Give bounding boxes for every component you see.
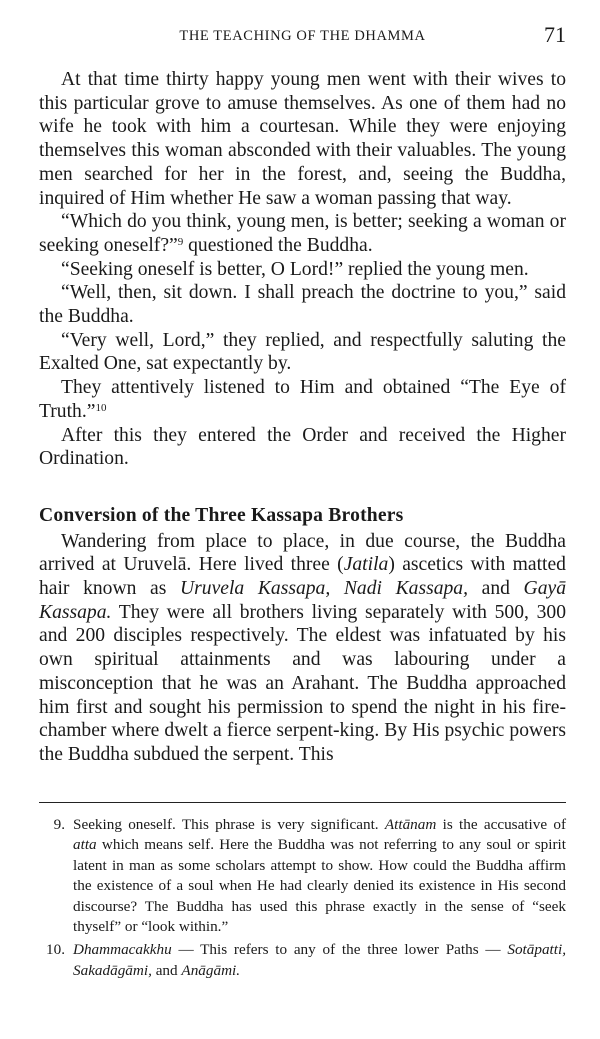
footnote-text [73, 815, 566, 937]
footnote-number: 10. [46, 941, 65, 959]
italic-term: Attānam [384, 816, 437, 833]
footnote-number: 9. [53, 816, 65, 833]
footnote-segment: is the accusative of [436, 816, 567, 833]
footnote-ref[interactable]: 9 [177, 235, 184, 248]
footnote-segment: and [151, 961, 182, 979]
paragraph [39, 530, 566, 767]
paragraph [39, 424, 566, 471]
paragraph-text: At that time thirty happy young men went with their wives to this particular grove to amuse themselves. As one of them had no wife he took with him a courtesan. While they were enjoying themselves this woman absconded with their valuables. The young men searched for her in the forest, and, seeing the Buddha, inquired of Him whether He saw a woman passing that way. [39, 69, 566, 209]
italic-term: Anāgāmi. [181, 961, 241, 979]
paragraph-text: “Very well, Lord,” they replied, and respectfully saluting the Exalted One, sat expectantly by. [39, 329, 566, 375]
paragraph [39, 329, 566, 376]
footnote-text [73, 940, 566, 981]
footnote-segment: Seeking oneself. This phrase is very significant. [73, 816, 385, 833]
paragraph-text: Wandering from place to place, in due course, the Buddha arrived at Uruvelā. Here lived three ( [39, 530, 566, 576]
paragraph-text: ) ascetics with matted hair known as [39, 554, 566, 600]
footnote [39, 815, 566, 937]
paragraph-text: They were all brothers living separately with 500, 300 and 200 disciples respectively. The eldest was infatuated by his own spiritual attainments and was labouring under a misconception that he was an Arahant. The Buddha approached him first and sought his permission to spend the night in his fire-chamber where dwelt a fierce serpent-king. By His psychic powers the Buddha subdued the serpent. This [39, 601, 566, 765]
paragraph-text: and [468, 578, 524, 600]
italic-term: Uruvela Kassapa, Nadi Kassapa, [180, 578, 468, 600]
italic-term: Sotāpatti, Sakadāgāmi, [73, 941, 566, 979]
footnote [39, 940, 566, 981]
footnote-segment: — This refers to any of the three lower Paths — [171, 941, 508, 959]
paragraph-text: “Seeking oneself is better, O Lord!” replied the young men. [61, 258, 529, 280]
italic-term: atta [73, 836, 97, 854]
paragraph [39, 210, 566, 257]
paragraph-text: They attentively listened to Him and obtained “The Eye of Truth.” [39, 377, 566, 422]
paragraph [39, 281, 566, 328]
footnote-ref[interactable]: 10 [95, 401, 107, 414]
page-header [39, 22, 566, 50]
paragraph-text: “Which do you think, young men, is better; seeking a woman or seeking oneself?” [39, 211, 566, 256]
main-text [39, 68, 566, 767]
footnote-segment: which means self. Here the Buddha was not referring to any soul or spirit latent in man as some scholars attempt to show. How could the Buddha affirm the existence of a soul when He had clearly denied its existence in His second discourse? The Buddha has used this phrase exactly in the sense of “seek thyself” or “look within.” [73, 836, 566, 936]
italic-term: Dhammacakkhu [73, 941, 172, 959]
paragraph-text: “Well, then, sit down. I shall preach the doctrine to you,” said the Buddha. [39, 282, 566, 328]
italic-term: Jatila [343, 554, 389, 576]
running-title: THE TEACHING OF THE DHAMMA [179, 28, 426, 44]
paragraph [39, 376, 566, 423]
paragraph-text: questioned the Buddha. [183, 234, 373, 256]
page-number: 71 [544, 22, 566, 47]
section-heading: Conversion of the Three Kassapa Brothers [39, 504, 404, 526]
paragraph [39, 68, 566, 210]
paragraph [39, 258, 566, 282]
italic-term: Gayā Kassapa. [39, 578, 566, 623]
footnote-divider [39, 802, 566, 803]
footnotes [39, 815, 566, 984]
paragraph-text: After this they entered the Order and received the Higher Ordination. [39, 424, 566, 470]
